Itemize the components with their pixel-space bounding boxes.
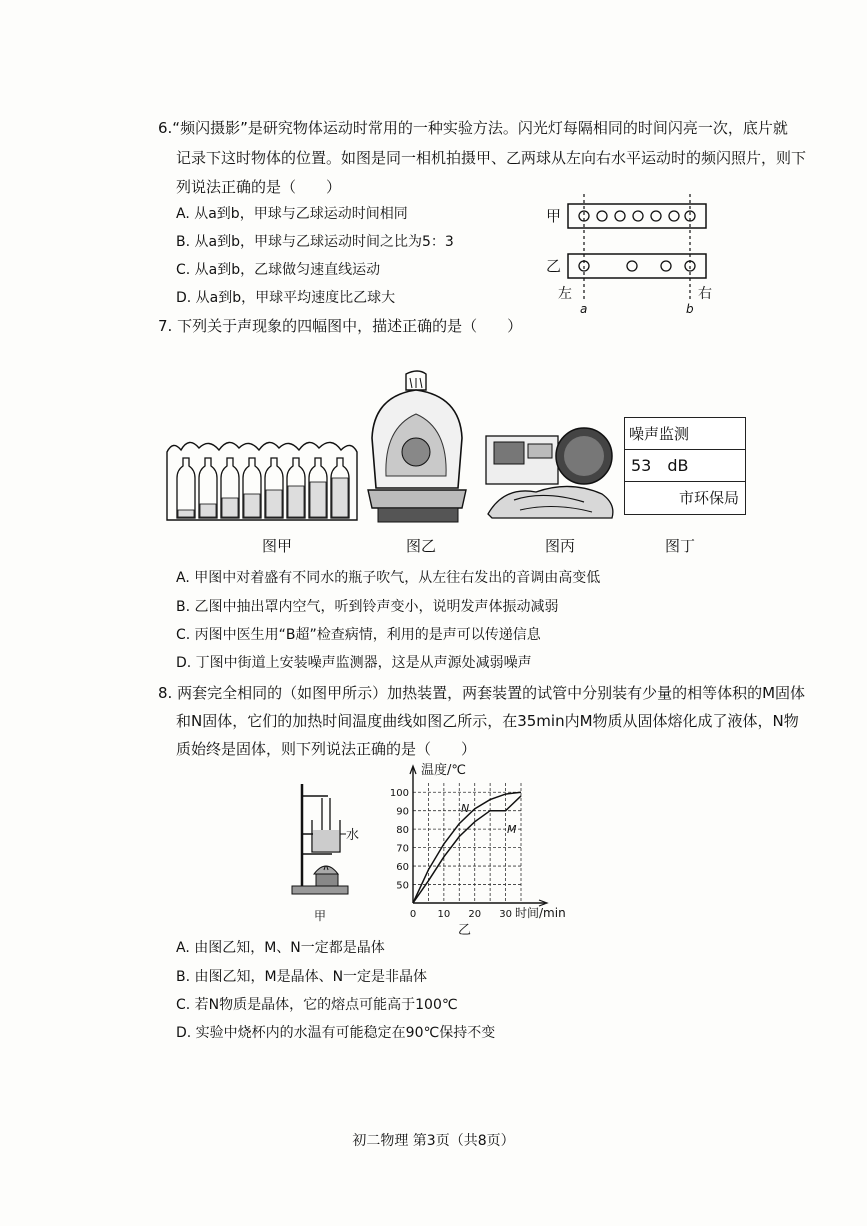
q7-option-b[interactable]: B. 乙图中抽出罩内空气，听到铃声变小，说明发声体振动减弱 — [176, 599, 559, 615]
q8-option-b[interactable]: B. 由图乙知，M是晶体、N一定是非晶体 — [176, 969, 428, 985]
series-label-m: M — [507, 823, 517, 836]
balls-jia — [579, 211, 695, 221]
q7-stem: 7. 下列关于声现象的四幅图中，描述正确的是（ ） — [158, 317, 523, 335]
label-a: a — [580, 302, 588, 316]
label-yi: 乙 — [546, 257, 562, 275]
temperature-time-chart — [385, 760, 570, 940]
y-tick-label: 90 — [396, 806, 409, 818]
q8-stem-line-3: 质始终是固体，则下列说法正确的是（ ） — [176, 740, 477, 758]
y-tick-label: 60 — [396, 862, 409, 874]
heating-apparatus-figure — [288, 778, 368, 928]
q6-stem-line-3: 列说法正确的是（ ） — [176, 178, 342, 196]
caption-fig-jia: 图甲 — [262, 537, 293, 555]
x-tick-label: 30 — [499, 909, 512, 920]
q7-option-a[interactable]: A. 甲图中对着盛有不同水的瓶子吹气，从左往右发出的音调由高变低 — [176, 570, 601, 586]
chart-xlabel: 时间/min — [515, 906, 566, 920]
noise-monitor-title: 噪声监测 — [625, 418, 745, 450]
label-left: 左 — [558, 286, 572, 302]
strobe-photo-figure — [540, 192, 720, 317]
q6-option-c[interactable]: C. 从a到b，乙球做匀速直线运动 — [176, 262, 381, 278]
q6-stem-line-1: 6.“频闪摄影”是研究物体运动时常用的一种实验方法。闪光灯每隔相同的时间闪亮一次，底片就 — [158, 119, 788, 137]
figure-bell-jar — [362, 368, 474, 528]
y-tick-label: 100 — [389, 788, 409, 800]
q6-option-d[interactable]: D. 从a到b，甲球平均速度比乙球大 — [176, 290, 396, 306]
q8-option-c[interactable]: C. 若N物质是晶体，它的熔点可能高于100℃ — [176, 997, 458, 1013]
q7-option-d[interactable]: D. 丁图中街道上安装噪声监测器，这是从声源处减弱噪声 — [176, 655, 532, 671]
apparatus-caption: 甲 — [314, 909, 327, 923]
q6-stem-line-2: 记录下这时物体的位置。如图是同一相机拍摄甲、乙两球从左向右水平运动时的频闪照片，则下 — [176, 149, 807, 167]
figure-ultrasound — [484, 414, 618, 524]
label-right: 右 — [698, 286, 712, 302]
q8-option-d[interactable]: D. 实验中烧杯内的水温有可能稳定在90℃保持不变 — [176, 1025, 496, 1041]
page-footer: 初二物理 第3页（共8页） — [352, 1133, 515, 1149]
x-tick-label: 0 — [409, 909, 417, 920]
x-tick-label: 20 — [468, 909, 482, 920]
y-tick-label: 70 — [396, 843, 409, 855]
label-jia: 甲 — [546, 207, 562, 225]
chart-ticks — [390, 788, 512, 920]
noise-monitor-panel — [624, 417, 746, 515]
series-label-n: N — [461, 802, 470, 815]
caption-fig-bing: 图丙 — [545, 537, 576, 555]
q6-option-a[interactable]: A. 从a到b，甲球与乙球运动时间相同 — [176, 206, 408, 222]
chart-axes — [410, 766, 547, 906]
q6-option-b[interactable]: B. 从a到b，甲球与乙球运动时间之比为5：3 — [176, 234, 454, 250]
caption-fig-yi: 图乙 — [406, 537, 437, 555]
noise-monitor-agency: 市环保局 — [678, 489, 739, 507]
chart-ylabel: 温度/℃ — [421, 763, 466, 778]
y-tick-label: 80 — [396, 825, 409, 837]
y-tick-label: 50 — [396, 880, 409, 892]
q7-option-c[interactable]: C. 丙图中医生用“B超”检查病情，利用的是声可以传递信息 — [176, 627, 541, 643]
water-label: 水 — [346, 828, 360, 843]
q8-stem-line-1: 8. 两套完全相同的（如图甲所示）加热装置，两套装置的试管中分别装有少量的相等体积的M固体 — [158, 684, 806, 702]
noise-monitor-reading: 53 dB — [625, 450, 745, 482]
chart-grid — [413, 783, 521, 903]
q8-option-a[interactable]: A. 由图乙知，M、N一定都是晶体 — [176, 940, 385, 956]
label-b: b — [686, 302, 694, 316]
balls-yi — [579, 261, 695, 271]
q8-stem-line-2: 和N固体，它们的加热时间温度曲线如图乙所示，在35min内M物质从固体熔化成了液体，N物 — [176, 712, 799, 730]
chart-caption: 乙 — [458, 923, 472, 938]
figure-bottles — [163, 432, 363, 524]
x-tick-label: 10 — [437, 909, 451, 920]
caption-fig-ding: 图丁 — [665, 537, 696, 555]
